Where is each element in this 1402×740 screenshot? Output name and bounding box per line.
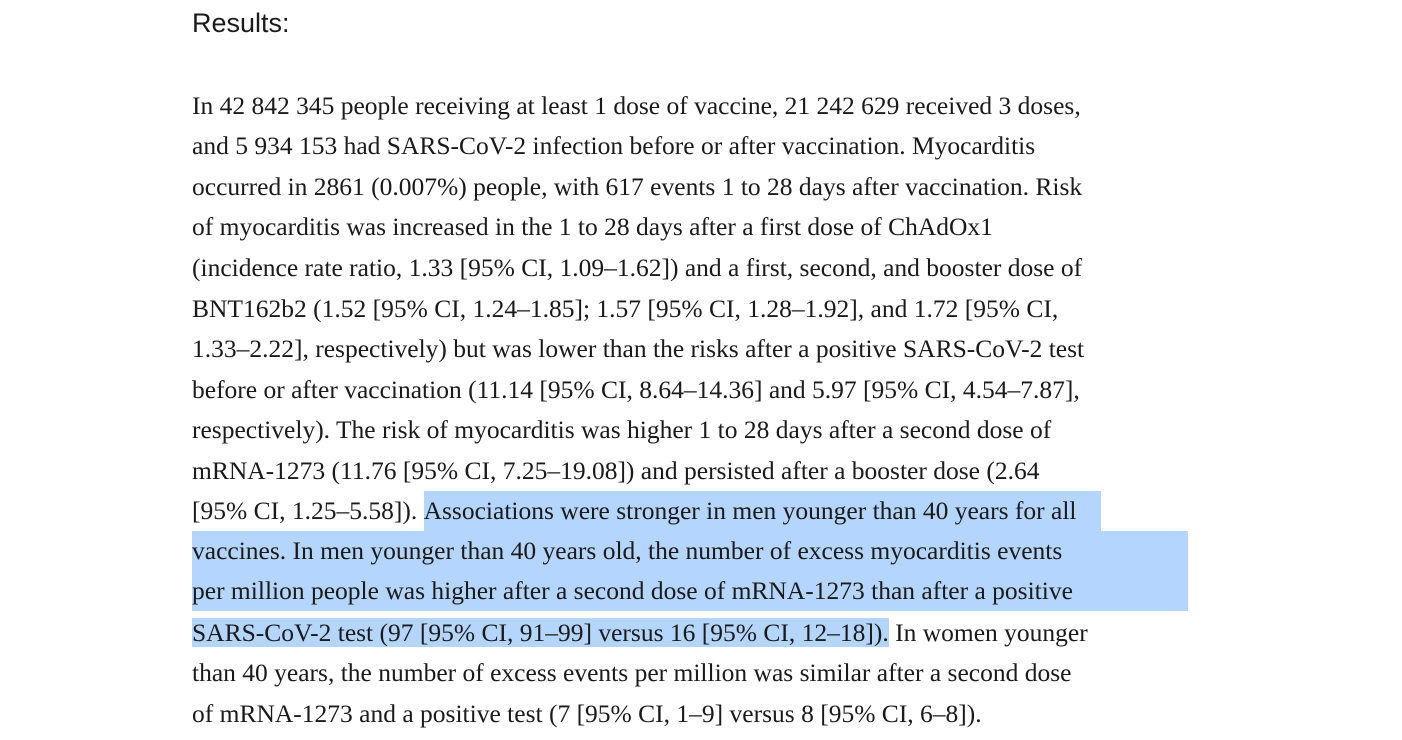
paragraph-line: (incidence rate ratio, 1.33 [95% CI, 1.09–1.62]) and a first, second, and booster dose of <box>192 253 1083 282</box>
selected-text[interactable]: Associations were stronger in men younger than 40 years for all <box>424 491 1101 531</box>
selected-line[interactable] <box>192 571 1188 611</box>
paragraph-line-selection-end[interactable] <box>192 613 1088 653</box>
paragraph-line: mRNA-1273 (11.76 [95% CI, 7.25–19.08]) and persisted after a booster dose (2.64 <box>192 456 1040 485</box>
paragraph-line: occurred in 2861 (0.007%) people, with 617 events 1 to 28 days after vaccination. Risk <box>192 172 1083 201</box>
paragraph-line: of mRNA-1273 and a positive test (7 [95% CI, 1–9] versus 8 [95% CI, 6–8]). <box>192 699 982 728</box>
paragraph-line: 1.33–2.22], respectively) but was lower than the risks after a positive SARS-CoV-2 test <box>192 334 1085 363</box>
paragraph-line: In 42 842 345 people receiving at least 1 dose of vaccine, 21 242 629 received 3 doses, <box>192 91 1081 120</box>
paragraph-line: respectively). The risk of myocarditis was higher 1 to 28 days after a second dose of <box>192 415 1052 444</box>
unselected-text: In women younger <box>888 618 1088 647</box>
unselected-text: [95% CI, 1.25–5.58]). <box>192 496 424 525</box>
selected-text[interactable]: per million people was higher after a second dose of mRNA-1273 than after a positive <box>192 576 1073 605</box>
paragraph-line-selection-start[interactable] <box>192 491 1101 531</box>
paragraph-line: BNT162b2 (1.52 [95% CI, 1.24–1.85]; 1.57 [95% CI, 1.28–1.92], and 1.72 [95% CI, <box>192 294 1059 323</box>
paragraph-line: and 5 934 153 had SARS-CoV-2 infection before or after vaccination. Myocarditis <box>192 131 1036 160</box>
selected-text[interactable]: SARS-CoV-2 test (97 [95% CI, 91–99] versus 16 [95% CI, 12–18]). <box>192 618 889 647</box>
selected-line[interactable] <box>192 531 1188 571</box>
selected-text[interactable]: vaccines. In men younger than 40 years old, the number of excess myocarditis events <box>192 536 1063 565</box>
paragraph-line: than 40 years, the number of excess events per million was similar after a second dose <box>192 658 1072 687</box>
paragraph-line: before or after vaccination (11.14 [95% CI, 8.64–14.36] and 5.97 [95% CI, 4.54–7.87], <box>192 375 1080 404</box>
section-heading: Results: <box>192 8 290 38</box>
paragraph-line: of myocarditis was increased in the 1 to 28 days after a first dose of ChAdOx1 <box>192 212 993 241</box>
